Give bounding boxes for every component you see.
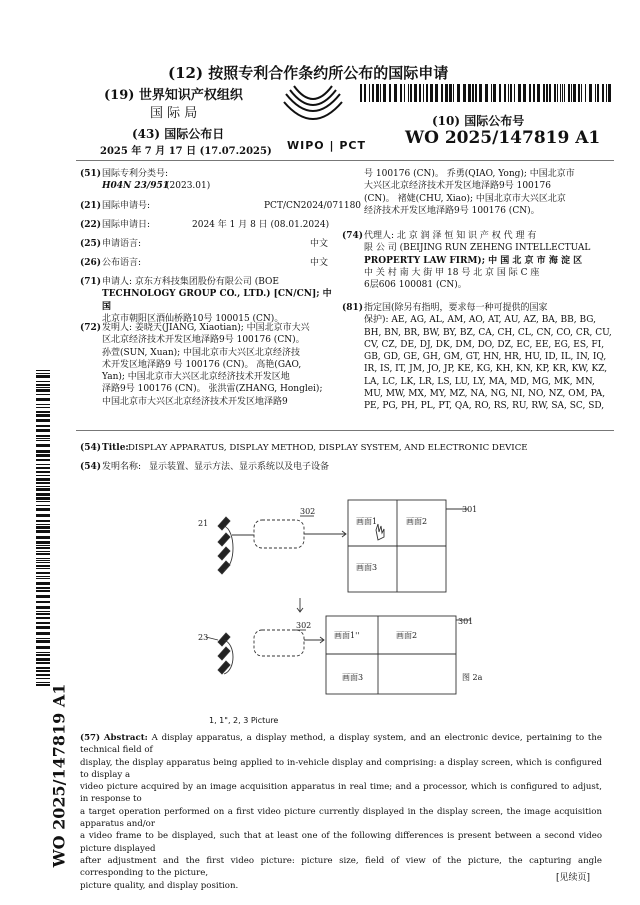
ref-23: 23 <box>198 633 209 642</box>
field-22-label: 国际申请日: <box>102 220 151 230</box>
header-divider <box>76 160 614 161</box>
text-line: 中 关 村 南 大 街 甲 18 号 北 京 国 际 C 座 <box>364 267 540 278</box>
field-26-label: 公布语言: <box>102 258 142 268</box>
text-line: 指定国(除另有指明，要求每一种可提供的国家 <box>364 303 548 313</box>
text-line: 代理人: 北 京 润 泽 恒 知 识 产 权 代 理 有 <box>364 231 537 241</box>
title-zh-value: 显示装置、显示方法、显示系统以及电子设备 <box>149 462 330 472</box>
abstract <box>80 732 602 892</box>
figure-caption: 1, 1", 2, 3 Picture <box>209 716 279 725</box>
text-line: 北京市朝阳区酒仙桥路10号 100015 (CN)。 <box>102 313 284 324</box>
ref-302-top: 302 <box>300 507 316 516</box>
text-line: 区北京经济技术开发区地泽路9号 100176 (CN)。 <box>102 335 305 346</box>
text-line: TECHNOLOGY GROUP CO., LTD.) [CN/CN]; 中 国 <box>102 289 332 312</box>
field-22-value: 2024 年 1 月 8 日 (08.01.2024) <box>192 220 330 230</box>
text-line: IR, IS, IT, JM, JO, JP, KE, KG, KH, KN, KP, KR, KW, KZ, <box>364 364 608 375</box>
text-line: 限 公 司 (BEIJING RUN ZEHENG INTELLECTUAL <box>364 243 591 254</box>
titles-divider <box>76 430 614 431</box>
processor-box-bottom <box>254 630 304 656</box>
cell-top-3: 画面3 <box>356 563 378 572</box>
text-line: 经济技术开发区地泽路9号 100176 (CN)。 <box>364 205 540 216</box>
field-25-label: 申请语言: <box>102 239 142 249</box>
org-name: (19) 世界知识产权组织 <box>104 88 243 103</box>
field-26-num: (26) <box>80 258 102 268</box>
field-25-value: 中文 <box>310 239 329 249</box>
side-barcode <box>36 370 50 690</box>
abstract-text: A display apparatus, a display method, a display system, and an electronic device, pertaining to the technical field of <box>80 733 602 756</box>
field-21-num: (21) <box>80 201 102 211</box>
inventors-continued <box>364 168 614 217</box>
ref-301-bottom: 301 <box>458 617 474 626</box>
text-line: 保护): AE, AG, AL, AM, AO, AT, AU, AZ, BA, BB, BG, <box>364 315 596 326</box>
text-line: GB, GD, GE, GH, GM, GT, HN, HR, HU, ID, IL, IN, IQ, <box>364 352 607 363</box>
display-screen-bottom <box>326 616 456 694</box>
text-line: 孙萱(SUN, Xuan); 中国北京市大兴区北京经济技 <box>102 347 301 358</box>
title-en-label: Title: <box>102 443 129 453</box>
abstract-line-0 <box>80 732 602 757</box>
text-line: 中国北京市大兴区北京经济技术开发区地泽路9 <box>102 396 288 407</box>
field-81-num: (81) <box>342 303 364 313</box>
abstract-line: display, the display apparatus being applied to in-vehicle display and comprising: a display screen, which is configured to display a <box>80 757 602 780</box>
field-21-label: 国际申请号: <box>102 201 151 211</box>
field-22-num: (22) <box>80 220 102 230</box>
ref-21: 21 <box>198 519 209 528</box>
camera-icons-top <box>218 517 230 574</box>
header-barcode <box>360 84 612 102</box>
abstract-line: a video frame to be displayed, such that at least one of the following differences is present between a second video picture displayed <box>80 831 602 854</box>
title-en-value: DISPLAY APPARATUS, DISPLAY METHOD, DISPLAY SYSTEM, AND ELECTRONIC DEVICE <box>128 443 528 453</box>
text-line: CV, CZ, DE, DJ, DK, DM, DO, DZ, EC, EE, EG, ES, FI, <box>364 339 605 350</box>
wipo-pct-text: WIPO | PCT <box>287 139 366 152</box>
text-line: LA, LC, LK, LR, LS, LU, LY, MA, MD, MG, MK, MN, <box>364 376 595 387</box>
abstract-line: a target operation performed on a first video picture currently displayed in the display screen, the image acquisition apparatus and/or <box>80 806 602 830</box>
text-line: 号 100176 (CN)。 乔勇(QIAO, Yong); 中国北京市 <box>364 169 575 179</box>
text-line: 泽路9号 100176 (CN)。 张洪雷(ZHANG, Honglei); <box>102 384 323 395</box>
cell-bottom-2: 画面2 <box>396 631 418 640</box>
cell-bottom-3: 画面3 <box>342 673 364 682</box>
field-72-num: (72) <box>80 323 102 333</box>
text-line: 大兴区北京经济技术开发区地泽路9号 100176 <box>364 181 551 192</box>
field-51-value: H04N 23/951 <box>102 181 169 191</box>
text-line: PE, PG, PH, PL, PT, QA, RO, RS, RU, RW, SA, SC, SD, <box>364 401 605 412</box>
title-en-num: (54) <box>80 443 102 453</box>
field-74-agent <box>364 230 614 291</box>
wipo-logo <box>276 84 350 138</box>
org-bureau: 国 际 局 <box>150 106 198 121</box>
field-71-num: (71) <box>80 277 102 287</box>
side-pub-no: WO 2025/147819 A1 <box>49 683 69 868</box>
text-line: MU, MW, MX, MY, MZ, NA, NG, NI, NO, NZ, OM, PA, <box>364 389 606 400</box>
cell-top-1: 画面1 <box>356 517 378 526</box>
ref-302-bottom: 302 <box>296 621 312 630</box>
text-line: 发明人: 姜晓天(JIANG, Xiaotian); 中国北京市大兴 <box>102 323 310 333</box>
abstract-line: after adjustment and the first video picture: picture size, field of view of the picture, the capturing angle corresponding to the picture, <box>80 855 602 879</box>
pub-date-label: (43) 国际公布日 <box>132 127 225 141</box>
field-26-value: 中文 <box>310 258 329 268</box>
cell-top-2: 画面2 <box>406 517 428 526</box>
field-51-label: 国际专利分类号: <box>102 169 169 179</box>
title-zh-num: (54) <box>80 462 102 472</box>
text-line: Yan); 中国北京市大兴区北京经济技术开发区地 <box>102 372 290 383</box>
ref-301-top: 301 <box>462 505 478 514</box>
continued-footer: [见续页] <box>556 873 591 883</box>
abstract-line: picture quality, and display position. <box>80 880 239 891</box>
abstract-num: (57) <box>80 733 101 743</box>
abstract-line: video picture acquired by an image acquisition apparatus in real time; and a processor, which is configured to adjust, in response to <box>80 782 602 805</box>
field-72-inventors <box>102 322 334 408</box>
pub-no-label: (10) 国际公布号 <box>432 114 525 128</box>
text-line: (CN)。 褚婕(CHU, Xiao); 中国北京市大兴区北京 <box>364 193 566 204</box>
field-81-states <box>364 302 616 413</box>
field-51-year: (2023.01) <box>166 181 211 191</box>
field-51-num: (51) <box>80 169 102 179</box>
pub-date-value: 2025 年 7 月 17 日 (17.07.2025) <box>100 146 272 157</box>
field-21-value: PCT/CN2024/071180 <box>264 201 362 211</box>
text-line: BH, BN, BR, BW, BY, BZ, CA, CH, CL, CN, CO, CR, CU, <box>364 327 612 338</box>
text-line: 术开发区地泽路9 号 100176 (CN)。 高艳(GAO, <box>102 359 302 370</box>
field-25-num: (25) <box>80 239 102 249</box>
text-line: 6层606 100081 (CN)。 <box>364 280 467 291</box>
field-74-num: (74) <box>342 231 364 241</box>
pub-no: WO 2025/147819 A1 <box>405 128 601 148</box>
figure-drawing <box>196 490 506 720</box>
field-71-applicant <box>102 276 334 325</box>
doc-title: (12) 按照专利合作条约所公布的国际申请 <box>168 64 449 82</box>
fig-label: 图 2a <box>462 673 483 682</box>
camera-icons-bottom <box>218 633 230 674</box>
processor-box-top <box>254 520 304 548</box>
title-zh-label: 发明名称: <box>102 462 142 472</box>
cell-bottom-1: 画面1'' <box>334 631 360 640</box>
text-line: PROPERTY LAW FIRM); 中 国 北 京 市 海 淀 区 <box>364 255 583 266</box>
text-line: 申请人: 京东方科技集团股份有限公司 (BOE <box>102 277 279 287</box>
abstract-label: Abstract: <box>103 733 148 743</box>
